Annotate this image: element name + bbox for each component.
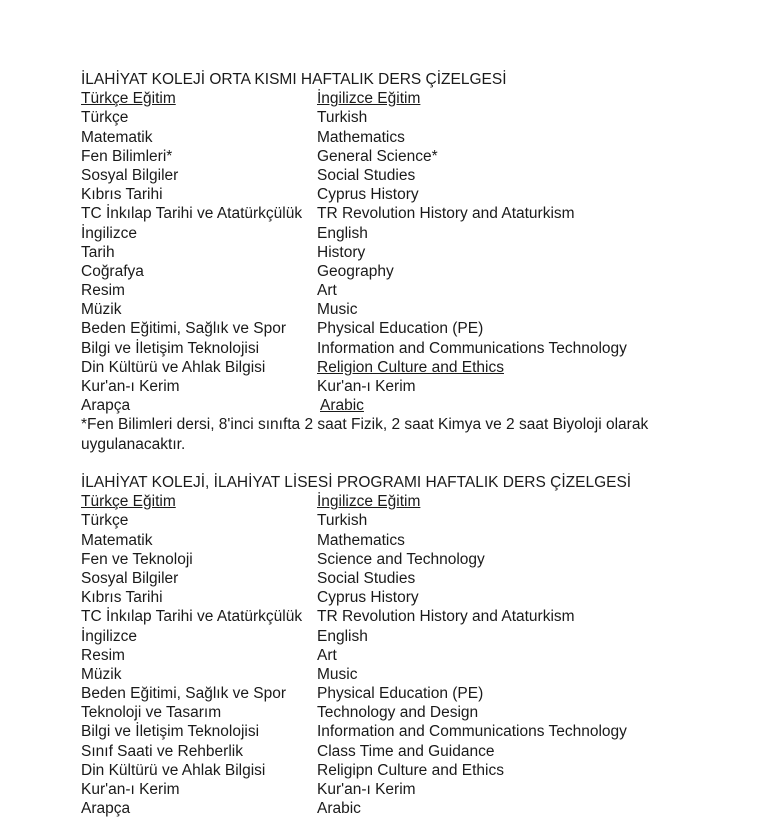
english-column-header: İngilizce Eğitim <box>317 493 421 511</box>
course-row <box>81 665 761 684</box>
course-tr: İngilizce <box>81 224 137 242</box>
course-tr: Resim <box>81 646 125 664</box>
section-title: İLAHİYAT KOLEJİ, İLAHİYAT LİSESİ PROGRAMI HAFTALIK DERS ÇİZELGESİ <box>81 474 632 491</box>
course-tr: Resim <box>81 282 125 300</box>
course-en: Cyprus History <box>317 186 419 204</box>
course-tr: Kıbrıs Tarihi <box>81 589 163 607</box>
course-en: Physical Education (PE) <box>317 320 484 338</box>
course-tr: Tarih <box>81 243 115 261</box>
course-tr: Matematik <box>81 128 153 146</box>
course-tr: Kıbrıs Tarihi <box>81 186 163 204</box>
course-tr: Beden Eğitimi, Sağlık ve Spor <box>81 685 287 703</box>
course-row <box>81 339 761 358</box>
course-en: English <box>317 627 368 645</box>
course-row <box>81 358 761 377</box>
course-row <box>81 281 761 300</box>
junior-schedule-section <box>81 70 761 455</box>
course-en: Music <box>317 301 358 319</box>
course-en: Technology and Design <box>317 704 479 722</box>
course-tr: Coğrafya <box>81 262 144 280</box>
course-row <box>81 550 761 569</box>
course-row <box>81 627 761 646</box>
course-row <box>81 607 761 626</box>
course-row <box>81 761 761 780</box>
course-en: Social Studies <box>317 166 416 184</box>
course-list <box>81 511 761 818</box>
course-row <box>81 703 761 722</box>
course-row <box>81 262 761 281</box>
section-title: İLAHİYAT KOLEJİ ORTA KISMI HAFTALIK DERS ÇİZELGESİ <box>81 71 507 88</box>
course-en: General Science* <box>317 147 438 165</box>
course-en: Kur'an-ı Kerim <box>317 781 416 798</box>
course-en: Religipn Culture and Ethics <box>317 761 504 779</box>
course-en: Information and Communications Technology <box>317 339 627 357</box>
course-tr: Din Kültürü ve Ahlak Bilgisi <box>81 761 266 779</box>
course-tr: Beden Eğitimi, Sağlık ve Spor <box>81 320 287 338</box>
course-en: Music <box>317 665 358 683</box>
course-row <box>81 108 761 127</box>
course-en: Mathematics <box>317 128 405 146</box>
course-list <box>81 108 761 415</box>
course-row <box>81 646 761 665</box>
course-tr: Fen ve Teknoloji <box>81 550 193 568</box>
course-row <box>81 780 761 799</box>
course-row <box>81 569 761 588</box>
course-row <box>81 185 761 204</box>
course-tr: TC İnkılap Tarihi ve Atatürkçülük <box>81 608 303 626</box>
course-tr: Müzik <box>81 665 122 683</box>
course-en: Cyprus History <box>317 589 419 607</box>
course-tr: Matematik <box>81 531 153 549</box>
course-tr: Arapça <box>81 397 131 415</box>
course-en: English <box>317 224 368 242</box>
course-en: Class Time and Guidance <box>317 742 495 760</box>
course-en: Information and Communications Technology <box>317 723 627 741</box>
course-tr: Sınıf Saati ve Rehberlik <box>81 742 243 760</box>
course-en: Arabic <box>320 397 364 415</box>
course-tr: TC İnkılap Tarihi ve Atatürkçülük <box>81 205 303 223</box>
course-row <box>81 224 761 243</box>
course-row <box>81 377 761 396</box>
course-row <box>81 799 761 818</box>
course-en: Arabic <box>317 800 361 818</box>
course-row <box>81 128 761 147</box>
turkish-column-header: Türkçe Eğitim <box>81 493 176 511</box>
course-row <box>81 319 761 338</box>
course-en: Art <box>317 282 337 300</box>
course-tr: Arapça <box>81 800 131 818</box>
course-tr: Bilgi ve İletişim Teknolojisi <box>81 723 260 741</box>
course-en: Art <box>317 646 337 664</box>
course-tr: Kur'an-ı Kerim <box>81 378 180 395</box>
course-en: Science and Technology <box>317 550 485 568</box>
course-row <box>81 396 761 415</box>
course-tr: Müzik <box>81 301 122 319</box>
course-row <box>81 511 761 530</box>
course-tr: Bilgi ve İletişim Teknolojisi <box>81 339 260 357</box>
course-en: TR Revolution History and Ataturkism <box>317 608 575 626</box>
course-tr: Türkçe <box>81 109 129 127</box>
course-row <box>81 166 761 185</box>
course-row <box>81 204 761 223</box>
course-row <box>81 531 761 550</box>
course-row <box>81 147 761 166</box>
course-en: TR Revolution History and Ataturkism <box>317 205 575 223</box>
footnote: *Fen Bilimleri dersi, 8'inci sınıfta 2 saat Fizik, 2 saat Kimya ve 2 saat Biyoloji olarak uygulanacaktır. <box>81 416 649 454</box>
course-row <box>81 243 761 262</box>
course-tr: Türkçe <box>81 512 129 530</box>
course-en: Turkish <box>317 512 368 530</box>
course-row <box>81 588 761 607</box>
course-tr: Teknoloji ve Tasarım <box>81 704 222 722</box>
high-school-schedule-section <box>81 473 761 818</box>
course-en: Kur'an-ı Kerim <box>317 378 416 395</box>
course-en: Religion Culture and Ethics <box>317 358 504 376</box>
course-en: Mathematics <box>317 531 405 549</box>
course-tr: İngilizce <box>81 627 137 645</box>
course-tr: Sosyal Bilgiler <box>81 569 179 587</box>
course-tr: Din Kültürü ve Ahlak Bilgisi <box>81 358 266 376</box>
course-en: Geography <box>317 262 394 280</box>
course-tr: Fen Bilimleri* <box>81 147 173 165</box>
column-header-row <box>81 492 761 511</box>
course-tr: Sosyal Bilgiler <box>81 166 179 184</box>
english-column-header: İngilizce Eğitim <box>317 90 421 108</box>
course-en: Social Studies <box>317 569 416 587</box>
turkish-column-header: Türkçe Eğitim <box>81 90 176 108</box>
course-row <box>81 300 761 319</box>
column-header-row <box>81 89 761 108</box>
course-row <box>81 722 761 741</box>
course-en: History <box>317 243 366 261</box>
course-en: Physical Education (PE) <box>317 685 484 703</box>
course-en: Turkish <box>317 109 368 127</box>
course-tr: Kur'an-ı Kerim <box>81 781 180 798</box>
course-row <box>81 684 761 703</box>
course-row <box>81 742 761 761</box>
